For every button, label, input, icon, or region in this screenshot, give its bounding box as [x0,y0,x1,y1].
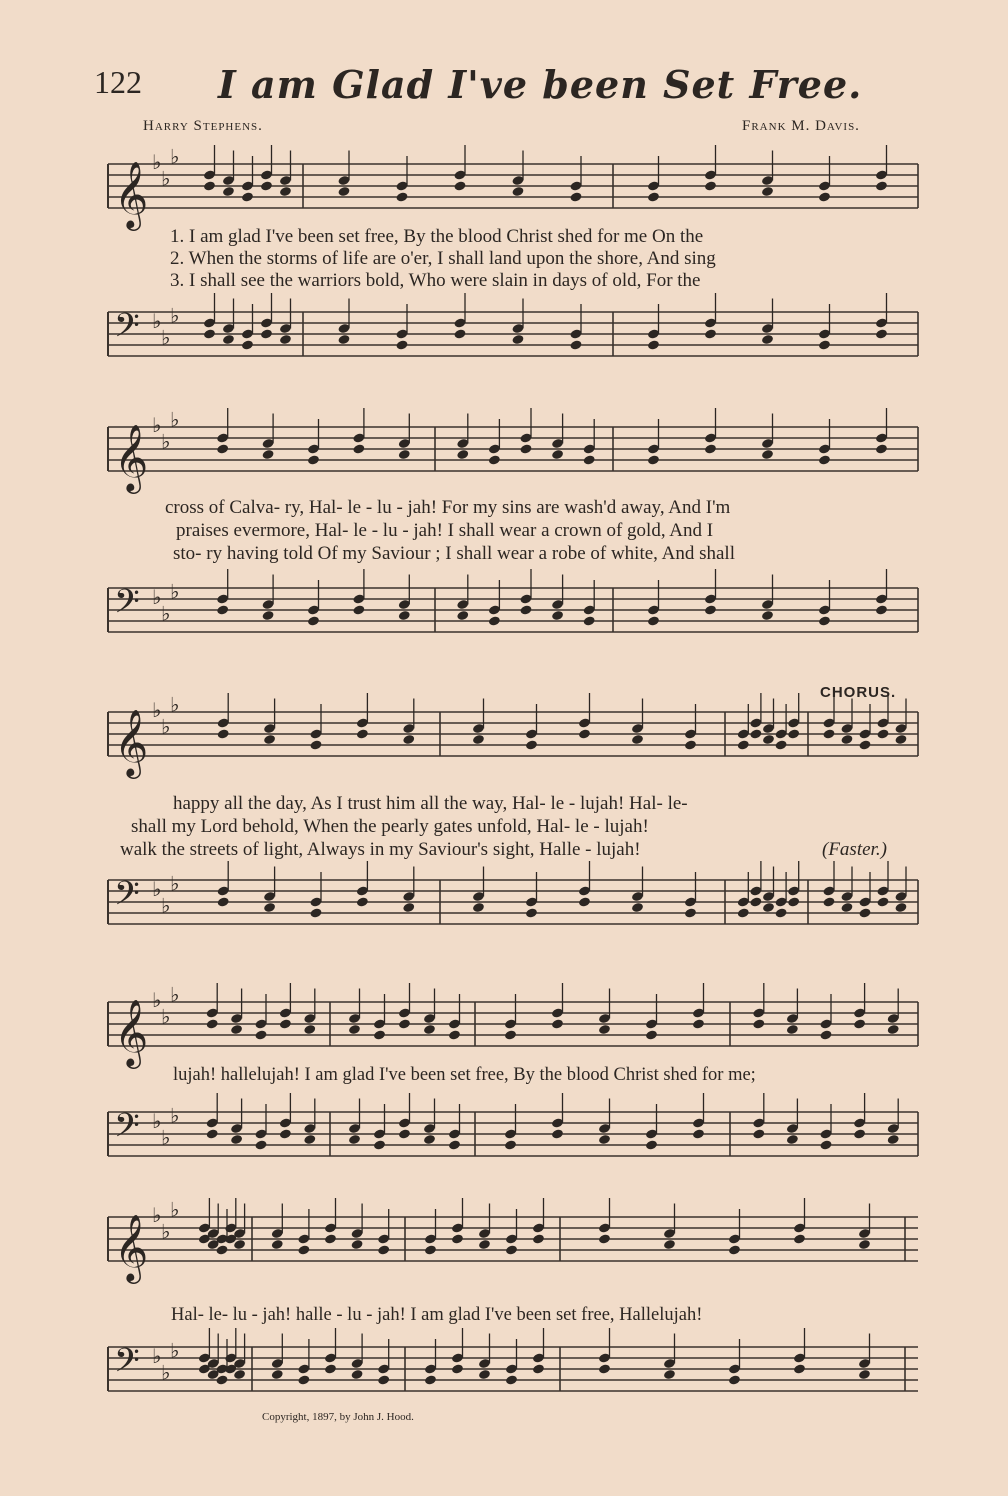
note-head [262,610,275,621]
note-head [793,1233,806,1244]
flat-sign-icon: ♭ [170,1338,180,1363]
note-head [775,907,788,918]
flat-sign-icon: ♭ [170,982,180,1007]
tempo-marking: (Faster.) [822,839,887,860]
lyric-line: cross of Calva- ry, Hal- le - lu - jah! For my sins are wash'd away, And I'm [165,497,731,518]
note-head [351,1239,364,1250]
note-head [448,1139,461,1150]
note-head [737,739,750,750]
note-head [822,728,835,739]
note-head [728,1374,741,1385]
note-head [241,191,254,202]
flat-sign-icon: ♭ [161,893,171,918]
bass-clef-icon: 𝄢 [114,1342,140,1388]
note-head [598,1233,611,1244]
note-head [525,739,538,750]
flat-sign-icon: ♭ [161,1004,171,1029]
note-head [894,734,907,745]
flat-sign-icon: ♭ [161,429,171,454]
note-head [875,328,888,339]
note-head [271,1239,284,1250]
note-head [752,1128,765,1139]
note-head [631,734,644,745]
note-head [578,896,591,907]
note-head [216,443,229,454]
note-head [551,1018,564,1029]
note-head [645,1029,658,1040]
lyric-line: lujah! hallelujah! I am glad I've been set free, By the blood Christ shed for me; [173,1065,756,1085]
note-head [647,615,660,626]
flat-sign-icon: ♭ [152,877,162,901]
note-head [569,191,582,202]
note-head [203,328,216,339]
note-head [551,449,564,460]
note-head [894,902,907,913]
note-head [819,1139,832,1150]
note-head [704,328,717,339]
note-head [818,191,831,202]
note-head [377,1244,390,1255]
note-head [488,454,501,465]
note-head [260,180,273,191]
note-head [423,1024,436,1035]
flat-sign-icon: ♭ [161,1219,171,1244]
note-head [663,1239,676,1250]
note-head [398,1128,411,1139]
lyric-line: sto- ry having told Of my Saviour ; I shall wear a robe of white, And shall [173,543,735,564]
note-head [875,180,888,191]
note-head [818,454,831,465]
note-head [505,1244,518,1255]
hymn-title: I am Glad I've been Set Free. [218,62,863,107]
note-head [348,1024,361,1035]
note-head [728,1244,741,1255]
note-head [504,1139,517,1150]
flat-sign-icon: ♭ [170,144,180,169]
flat-sign-icon: ♭ [170,1103,180,1128]
note-head [402,902,415,913]
copyright-notice: Copyright, 1897, by John J. Hood. [262,1411,414,1423]
note-head [887,1024,900,1035]
note-head [241,339,254,350]
flat-sign-icon: ♭ [161,1360,171,1385]
lyric-line: happy all the day, As I trust him all the way, Hal- le - lujah! Hal- le- [173,793,688,814]
bass-staff-system-4 [0,1090,1008,1190]
flat-sign-icon: ♭ [170,407,180,432]
note-head [786,1134,799,1145]
note-head [752,1018,765,1029]
note-head [398,1018,411,1029]
note-head [504,1029,517,1040]
bass-clef-icon: 𝄢 [114,1107,140,1153]
note-head [737,907,750,918]
note-head [488,615,501,626]
note-head [423,1134,436,1145]
note-head [217,728,230,739]
treble-clef-icon: 𝄞 [114,1213,149,1281]
note-head [583,615,596,626]
note-head [818,339,831,350]
note-head [356,896,369,907]
note-head [875,604,888,615]
note-head [217,896,230,907]
bass-staff-system-1 [0,290,1008,390]
note-head [762,734,775,745]
note-head [453,180,466,191]
note-head [307,454,320,465]
note-head [297,1244,310,1255]
note-head [478,1239,491,1250]
note-head [875,443,888,454]
note-head [456,449,469,460]
note-head [262,449,275,460]
note-head [203,180,216,191]
note-head [519,604,532,615]
note-head [858,1369,871,1380]
note-head [373,1029,386,1040]
flat-sign-icon: ♭ [161,1125,171,1150]
note-head [761,449,774,460]
lyricist-credit: Harry Stephens. [143,118,263,134]
note-head [551,610,564,621]
note-head [448,1029,461,1040]
note-head [230,1024,243,1035]
note-head [858,907,871,918]
note-head [887,1134,900,1145]
flat-sign-icon: ♭ [161,325,171,350]
note-head [569,339,582,350]
note-head [598,1134,611,1145]
flat-sign-icon: ♭ [152,413,162,437]
note-head [819,1029,832,1040]
note-head [456,610,469,621]
note-head [478,1369,491,1380]
note-head [598,1363,611,1374]
bass-staff-system-2 [0,566,1008,666]
note-head [583,454,596,465]
treble-clef-icon: 𝄞 [114,998,149,1066]
flat-sign-icon: ♭ [152,698,162,722]
note-head [787,728,800,739]
note-head [303,1024,316,1035]
note-head [684,907,697,918]
flat-sign-icon: ♭ [152,150,162,174]
note-head [647,191,660,202]
note-head [254,1029,267,1040]
note-head [532,1363,545,1374]
note-head [398,610,411,621]
note-head [786,1024,799,1035]
flat-sign-icon: ♭ [152,1109,162,1133]
note-head [303,1134,316,1145]
note-head [297,1374,310,1385]
note-head [324,1363,337,1374]
note-head [377,1374,390,1385]
bass-staff-system-5 [0,1325,1008,1425]
note-head [271,1369,284,1380]
note-head [749,896,762,907]
note-head [398,449,411,460]
note-head [472,734,485,745]
note-head [472,902,485,913]
note-head [337,186,350,197]
note-head [402,734,415,745]
treble-staff-system-2 [0,405,1008,505]
note-head [324,1233,337,1244]
lyric-line: shall my Lord behold, When the pearly gates unfold, Hal- le - lujah! [131,816,649,837]
flat-sign-icon: ♭ [152,988,162,1012]
note-head [279,1128,292,1139]
note-head [352,604,365,615]
lyric-line: walk the streets of light, Always in my Saviour's sight, Halle - lujah! [120,839,641,860]
note-head [309,739,322,750]
note-head [775,739,788,750]
note-head [206,1128,219,1139]
lyric-line: 3. I shall see the warriors bold, Who were slain in days of old, For the [170,270,701,291]
note-head [840,902,853,913]
note-head [451,1363,464,1374]
note-head [395,191,408,202]
composer-credit: Frank M. Davis. [742,118,860,134]
lyric-line: 2. When the storms of life are o'er, I shall land upon the shore, And sing [170,248,716,269]
flat-sign-icon: ♭ [170,579,180,604]
note-head [263,734,276,745]
flat-sign-icon: ♭ [161,714,171,739]
note-head [263,902,276,913]
note-head [395,339,408,350]
flat-sign-icon: ♭ [170,871,180,896]
note-head [876,728,889,739]
note-head [684,739,697,750]
flat-sign-icon: ♭ [152,1344,162,1368]
note-head [840,734,853,745]
note-head [260,328,273,339]
note-head [663,1369,676,1380]
note-head [578,728,591,739]
note-head [453,328,466,339]
bass-clef-icon: 𝄢 [114,307,140,353]
treble-clef-icon: 𝄞 [114,423,149,491]
note-head [348,1134,361,1145]
note-head [279,334,292,345]
note-head [858,1239,871,1250]
note-head [818,615,831,626]
note-head [373,1139,386,1150]
note-head [793,1363,806,1374]
note-head [206,1018,219,1029]
treble-clef-icon: 𝄞 [114,708,149,776]
note-head [356,728,369,739]
note-head [230,1134,243,1145]
note-head [352,443,365,454]
note-head [762,902,775,913]
note-head [692,1018,705,1029]
note-head [761,610,774,621]
note-head [853,1018,866,1029]
note-head [704,180,717,191]
flat-sign-icon: ♭ [161,601,171,626]
note-head [787,896,800,907]
note-head [309,907,322,918]
flat-sign-icon: ♭ [152,1203,162,1227]
flat-sign-icon: ♭ [152,585,162,609]
bass-clef-icon: 𝄢 [114,875,140,921]
bass-clef-icon: 𝄢 [114,583,140,629]
note-head [279,1018,292,1029]
note-head [519,443,532,454]
note-head [532,1233,545,1244]
note-head [853,1128,866,1139]
treble-staff-system-3 [0,690,1008,790]
note-head [222,186,235,197]
note-head [511,186,524,197]
treble-clef-icon: 𝄞 [114,160,149,228]
note-head [254,1139,267,1150]
note-head [505,1374,518,1385]
lyric-line: Hal- le- lu - jah! halle - lu - jah! I am glad I've been set free, Hallelujah! [171,1305,703,1325]
note-head [704,604,717,615]
note-head [645,1139,658,1150]
note-head [647,339,660,350]
note-head [424,1244,437,1255]
note-head [761,334,774,345]
treble-staff-system-5 [0,1195,1008,1295]
page-number: 122 [94,64,142,100]
note-head [749,728,762,739]
note-head [222,334,235,345]
note-head [307,615,320,626]
note-head [858,739,871,750]
note-head [631,902,644,913]
note-head [511,334,524,345]
chorus-label: CHORUS. [820,684,897,701]
flat-sign-icon: ♭ [170,692,180,717]
flat-sign-icon: ♭ [170,303,180,328]
note-head [424,1374,437,1385]
lyric-line: praises evermore, Hal- le - lu - jah! I shall wear a crown of gold, And I [176,520,714,541]
flat-sign-icon: ♭ [152,309,162,333]
note-head [598,1024,611,1035]
note-head [822,896,835,907]
note-head [525,907,538,918]
note-head [551,1128,564,1139]
bass-staff-system-3 [0,858,1008,958]
note-head [692,1128,705,1139]
flat-sign-icon: ♭ [161,166,171,191]
note-head [761,186,774,197]
note-head [451,1233,464,1244]
flat-sign-icon: ♭ [170,1197,180,1222]
lyric-line: 1. I am glad I've been set free, By the blood Christ shed for me On the [170,226,704,247]
note-head [351,1369,364,1380]
note-head [279,186,292,197]
note-head [216,604,229,615]
note-head [876,896,889,907]
note-head [337,334,350,345]
note-head [647,454,660,465]
note-head [704,443,717,454]
